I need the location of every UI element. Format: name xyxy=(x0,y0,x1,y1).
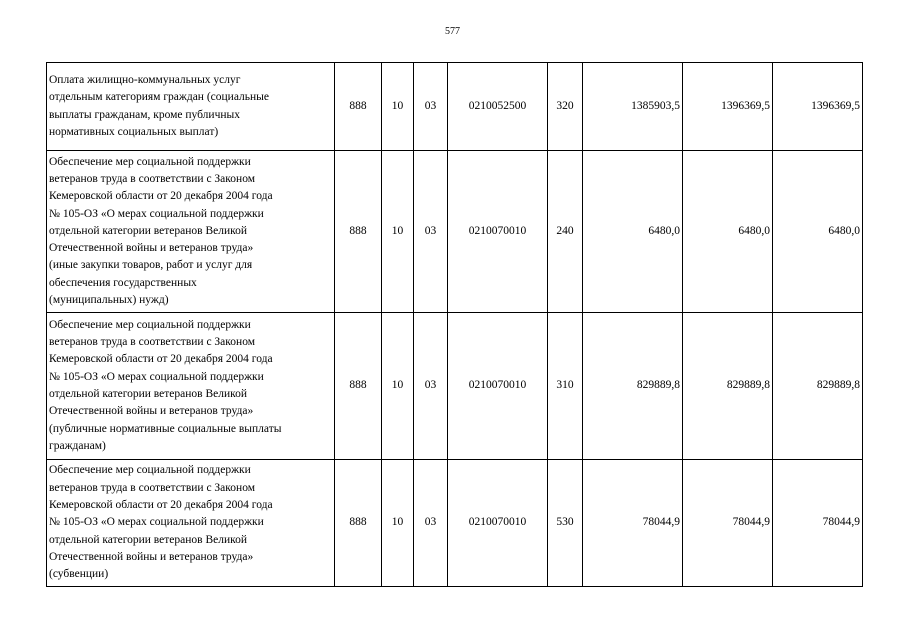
amount-2-cell: 1396369,5 xyxy=(683,63,773,151)
target-article-cell: 0210070010 xyxy=(448,151,548,313)
row-name-line: нормативных социальных выплат) xyxy=(49,125,219,138)
expense-type-cell: 320 xyxy=(548,63,583,151)
amount-1-cell: 1385903,5 xyxy=(583,63,683,151)
row-name-line: выплаты гражданам, кроме публичных xyxy=(49,108,240,121)
amount-1-cell: 6480,0 xyxy=(583,151,683,313)
amount-1-cell: 829889,8 xyxy=(583,313,683,460)
row-name-line: отдельной категории ветеранов Великой xyxy=(49,533,248,546)
row-name-line: Обеспечение мер социальной поддержки xyxy=(49,318,251,331)
row-name-line: ветеранов труда в соответствии с Законом xyxy=(49,481,256,494)
row-name-line: Оплата жилищно-коммунальных услуг xyxy=(49,73,241,86)
subsection-code-cell: 03 xyxy=(414,460,448,587)
row-name-line: Кемеровской области от 20 декабря 2004 года xyxy=(49,499,273,512)
row-name-line: отдельной категории ветеранов Великой xyxy=(49,388,248,400)
row-name-cell xyxy=(47,151,335,313)
section-code-cell: 10 xyxy=(382,151,414,313)
amount-2-cell: 78044,9 xyxy=(683,460,773,587)
amount-1-cell: 78044,9 xyxy=(583,460,683,587)
target-article-cell: 0210070010 xyxy=(448,313,548,460)
row-name-line: Кемеровской области от 20 декабря 2004 года xyxy=(49,353,273,366)
row-name-line: Отечественной войны и ветеранов труда» xyxy=(49,550,254,563)
row-name-cell xyxy=(47,460,335,587)
row-name-line: Обеспечение мер социальной поддержки xyxy=(49,464,251,477)
row-name-cell xyxy=(47,313,335,460)
expense-type-cell: 530 xyxy=(548,460,583,587)
row-name-line: (муниципальных) нужд) xyxy=(49,294,169,307)
table-row xyxy=(47,460,863,587)
row-name-line: (субвенции) xyxy=(49,568,109,581)
section-code-cell: 10 xyxy=(382,313,414,460)
subsection-code-cell: 03 xyxy=(414,313,448,460)
row-name-line: отдельным категориям граждан (социальные xyxy=(49,91,269,104)
page-number: 577 xyxy=(445,26,460,37)
row-name-line: обеспечения государственных xyxy=(49,276,197,289)
row-name-line: гражданам) xyxy=(49,439,106,452)
row-name-cell xyxy=(47,63,335,151)
row-name-line: Кемеровской области от 20 декабря 2004 года xyxy=(49,190,273,203)
row-name-line: № 105-ОЗ «О мерах социальной поддержки xyxy=(49,207,264,220)
ministry-code-cell: 888 xyxy=(335,313,382,460)
row-name-line: ветеранов труда в соответствии с Законом xyxy=(49,336,256,349)
subsection-code-cell: 03 xyxy=(414,63,448,151)
section-code-cell: 10 xyxy=(382,460,414,587)
table-body xyxy=(47,63,863,587)
row-name-line: (публичные нормативные социальные выплаты xyxy=(49,422,282,435)
amount-3-cell: 829889,8 xyxy=(773,313,863,460)
table-row xyxy=(47,63,863,151)
row-name-line: Отечественной войны и ветеранов труда» xyxy=(49,242,254,255)
amount-3-cell: 6480,0 xyxy=(773,151,863,313)
amount-2-cell: 829889,8 xyxy=(683,313,773,460)
ministry-code-cell: 888 xyxy=(335,151,382,313)
row-name-line: № 105-ОЗ «О мерах социальной поддержки xyxy=(49,516,264,529)
section-code-cell: 10 xyxy=(382,63,414,151)
subsection-code-cell: 03 xyxy=(414,151,448,313)
row-name-line: Отечественной войны и ветеранов труда» xyxy=(49,405,254,418)
ministry-code-cell: 888 xyxy=(335,460,382,587)
budget-table xyxy=(46,62,863,587)
target-article-cell: 0210070010 xyxy=(448,460,548,587)
row-name-line: отдельной категории ветеранов Великой xyxy=(49,224,248,237)
amount-3-cell: 1396369,5 xyxy=(773,63,863,151)
expense-type-cell: 310 xyxy=(548,313,583,460)
row-name-line: (иные закупки товаров, работ и услуг для xyxy=(49,259,253,272)
ministry-code-cell: 888 xyxy=(335,63,382,151)
amount-3-cell: 78044,9 xyxy=(773,460,863,587)
expense-type-cell: 240 xyxy=(548,151,583,313)
amount-2-cell: 6480,0 xyxy=(683,151,773,313)
row-name-line: ветеранов труда в соответствии с Законом xyxy=(49,172,256,185)
target-article-cell: 0210052500 xyxy=(448,63,548,151)
row-name-line: Обеспечение мер социальной поддержки xyxy=(49,155,251,168)
row-name-line: № 105-ОЗ «О мерах социальной поддержки xyxy=(49,370,264,383)
table-row xyxy=(47,151,863,313)
table-row xyxy=(47,313,863,460)
